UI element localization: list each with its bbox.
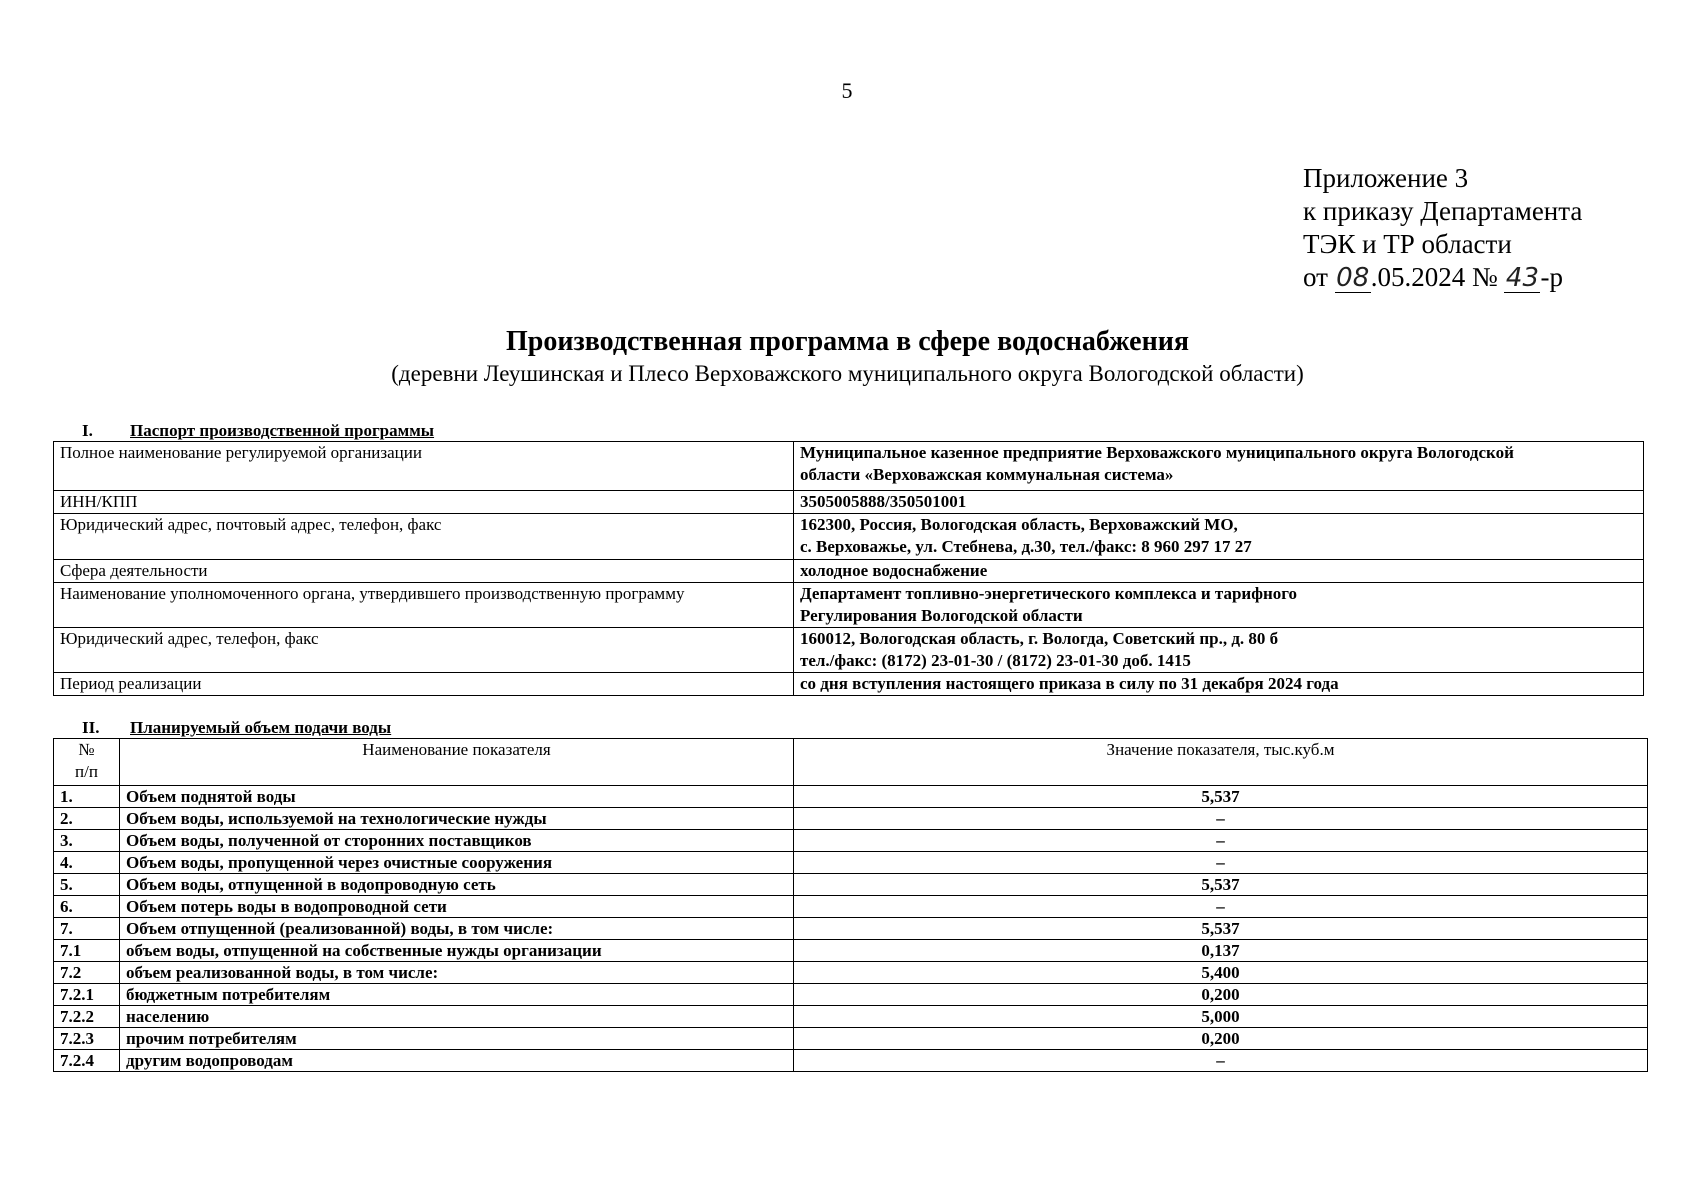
- header-num-line: п/п: [75, 762, 98, 781]
- header-num-line: №: [78, 740, 95, 759]
- row-value: 0,137: [794, 940, 1648, 962]
- row-value: –: [794, 852, 1648, 874]
- row-number: 4.: [54, 852, 120, 874]
- table-row: [54, 896, 1648, 918]
- date-prefix: от: [1303, 262, 1328, 292]
- section-2-heading: [82, 719, 391, 737]
- appendix-line-1: Приложение 3: [1303, 163, 1469, 193]
- row-number: 7.2: [54, 962, 120, 984]
- row-value: 0,200: [794, 984, 1648, 1006]
- section-2-title: Планируемый объем подачи воды: [130, 718, 392, 737]
- table-row: [54, 830, 1648, 852]
- value-line: Регулирования Вологодской области: [800, 606, 1083, 625]
- row-value: 3505005888/350501001: [794, 491, 1644, 514]
- section-1-title: Паспорт производственной программы: [130, 421, 435, 440]
- order-suffix: -р: [1540, 262, 1563, 292]
- row-value: 5,400: [794, 962, 1648, 984]
- table-row: [54, 1028, 1648, 1050]
- row-name: Объем воды, используемой на технологические нужды: [120, 808, 794, 830]
- table-row: [54, 491, 1644, 514]
- table-header-row: [54, 739, 1648, 786]
- row-name: бюджетным потребителям: [120, 984, 794, 1006]
- row-name: Объем отпущенной (реализованной) воды, в том числе:: [120, 918, 794, 940]
- row-label: Полное наименование регулируемой организации: [54, 442, 794, 491]
- table-row: [54, 940, 1648, 962]
- row-label: Сфера деятельности: [54, 560, 794, 583]
- value-line: с. Верховажье, ул. Стебнева, д.30, тел./факс: 8 960 297 17 27: [800, 537, 1252, 556]
- row-value: [794, 514, 1644, 560]
- row-value: 5,537: [794, 918, 1648, 940]
- handwritten-order-number: 43: [1505, 263, 1540, 293]
- table-row: [54, 514, 1644, 560]
- row-label: Наименование уполномоченного органа, утвердившего производственную программу: [54, 583, 794, 628]
- handwritten-date-day: 08: [1336, 263, 1370, 293]
- header-value: Значение показателя, тыс.куб.м: [794, 739, 1648, 786]
- row-value: –: [794, 896, 1648, 918]
- water-volume-table: [53, 738, 1648, 1072]
- row-name: Объем воды, полученной от сторонних поставщиков: [120, 830, 794, 852]
- row-value: –: [794, 830, 1648, 852]
- row-value: холодное водоснабжение: [794, 560, 1644, 583]
- value-line: области «Верховажская коммунальная система»: [800, 465, 1174, 484]
- row-name: прочим потребителям: [120, 1028, 794, 1050]
- table-row: [54, 962, 1648, 984]
- value-line: тел./факс: (8172) 23-01-30 / (8172) 23-01-30 доб. 1415: [800, 651, 1191, 670]
- row-value: –: [794, 808, 1648, 830]
- table-row: [54, 786, 1648, 808]
- row-value: 0,200: [794, 1028, 1648, 1050]
- row-value: 5,537: [794, 786, 1648, 808]
- row-name: Объем воды, пропущенной через очистные сооружения: [120, 852, 794, 874]
- row-name: Объем воды, отпущенной в водопроводную сеть: [120, 874, 794, 896]
- row-label: Период реализации: [54, 673, 794, 696]
- section-2-number: II.: [82, 718, 100, 737]
- table-row: [54, 918, 1648, 940]
- passport-table: [53, 441, 1644, 696]
- value-line: 162300, Россия, Вологодская область, Верховажский МО,: [800, 515, 1238, 534]
- row-number: 7.2.2: [54, 1006, 120, 1028]
- table-row: [54, 1006, 1648, 1028]
- appendix-line-2: к приказу Департамента: [1303, 196, 1583, 226]
- row-name: другим водопроводам: [120, 1050, 794, 1072]
- row-number: 2.: [54, 808, 120, 830]
- row-value: [794, 442, 1644, 491]
- page-number: 5: [841, 78, 853, 103]
- row-number: 7.2.3: [54, 1028, 120, 1050]
- table-row: [54, 442, 1644, 491]
- row-value: 5,000: [794, 1006, 1648, 1028]
- row-name: объем воды, отпущенной на собственные нужды организации: [120, 940, 794, 962]
- row-number: 7.: [54, 918, 120, 940]
- value-line: Муниципальное казенное предприятие Верховажского муниципального округа Вологодской: [800, 443, 1514, 462]
- table-row: [54, 1050, 1648, 1072]
- value-line: 160012, Вологодская область, г. Вологда, Советский пр., д. 80 б: [800, 629, 1279, 648]
- table-row: [54, 874, 1648, 896]
- appendix-line-3: ТЭК и ТР области: [1303, 229, 1512, 259]
- row-name: объем реализованной воды, в том числе:: [120, 962, 794, 984]
- row-label: ИНН/КПП: [54, 491, 794, 514]
- row-name: Объем поднятой воды: [120, 786, 794, 808]
- table-row: [54, 808, 1648, 830]
- row-name: населению: [120, 1006, 794, 1028]
- row-value: [794, 583, 1644, 628]
- table-row: [54, 560, 1644, 583]
- row-number: 7.2.1: [54, 984, 120, 1006]
- table-row: [54, 984, 1648, 1006]
- table-row: [54, 673, 1644, 696]
- row-number: 3.: [54, 830, 120, 852]
- row-value: –: [794, 1050, 1648, 1072]
- row-value: 5,537: [794, 874, 1648, 896]
- header-number: [54, 739, 120, 786]
- row-number: 7.1: [54, 940, 120, 962]
- row-number: 7.2.4: [54, 1050, 120, 1072]
- row-name: Объем потерь воды в водопроводной сети: [120, 896, 794, 918]
- section-1-heading: [82, 422, 434, 440]
- row-label: Юридический адрес, почтовый адрес, телефон, факс: [54, 514, 794, 560]
- row-number: 1.: [54, 786, 120, 808]
- appendix-block: [1303, 162, 1582, 294]
- document-title: Производственная программа в сфере водоснабжения: [505, 326, 1190, 357]
- date-rest: .05.2024 №: [1370, 262, 1498, 292]
- document-subtitle: (деревни Леушинская и Плесо Верховажского муниципального округа Вологодской области): [391, 361, 1304, 386]
- row-value: [794, 628, 1644, 673]
- header-name: Наименование показателя: [120, 739, 794, 786]
- value-line: Департамент топливно-энергетического комплекса и тарифного: [800, 584, 1298, 603]
- row-number: 5.: [54, 874, 120, 896]
- section-1-number: I.: [82, 421, 93, 440]
- table-row: [54, 628, 1644, 673]
- row-label: Юридический адрес, телефон, факс: [54, 628, 794, 673]
- table-row: [54, 583, 1644, 628]
- table-row: [54, 852, 1648, 874]
- row-number: 6.: [54, 896, 120, 918]
- appendix-date-line: [1303, 261, 1582, 294]
- row-value: со дня вступления настоящего приказа в силу по 31 декабря 2024 года: [794, 673, 1644, 696]
